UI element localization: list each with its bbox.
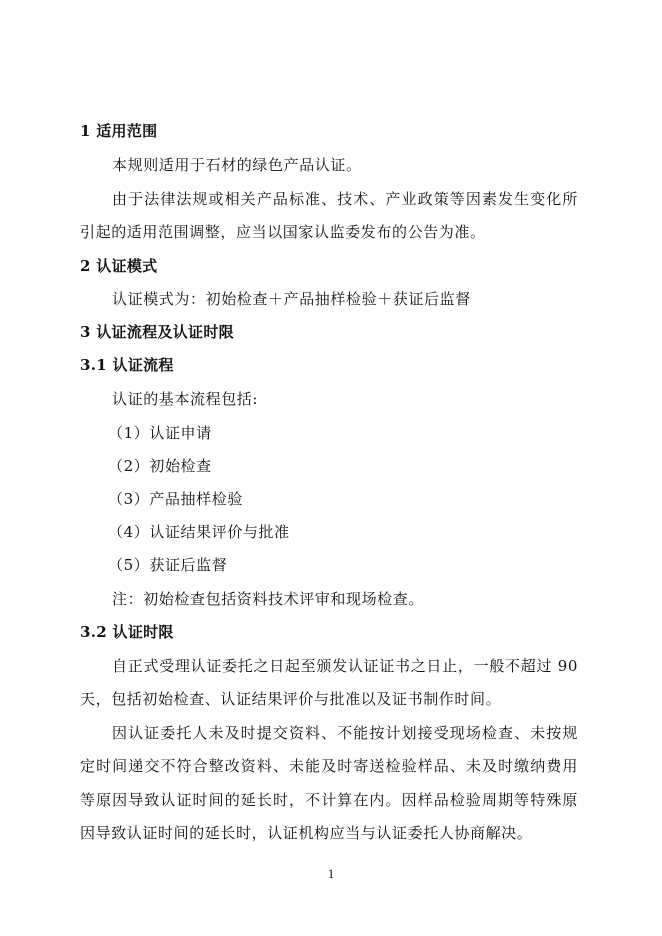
section-2-heading: 2 认证模式 — [80, 257, 158, 275]
section-3-2-paragraph-1-line-1: 自正式受理认证委托之日起至颁发认证证书之日止，一般不超过 90 — [112, 657, 578, 675]
step-item: （5）获证后监督 — [108, 556, 228, 574]
page-number: 1 — [327, 866, 335, 881]
section-3-2-paragraph-2-line-3: 等原因导致认证时间的延长时，不计算在内。因样品检验周期等特殊原 — [80, 791, 578, 809]
section-3-2-paragraph-2-line-2: 定时间递交不符合整改资料、未能及时寄送检验样品、未及时缴纳费用 — [80, 757, 578, 775]
section-3-heading: 3 认证流程及认证时限 — [80, 323, 234, 341]
section-3-1-intro: 认证的基本流程包括: — [112, 390, 259, 408]
section-3-2-paragraph-2-line-1: 因认证委托人未及时提交资料、不能按计划接受现场检查、未按规 — [112, 724, 578, 742]
section-1-heading: 1 适用范围 — [80, 122, 158, 140]
section-1-paragraph-2-line-2: 引起的适用范围调整，应当以国家认监委发布的公告为准。 — [80, 223, 486, 241]
step-item: （4）认证结果评价与批准 — [108, 523, 290, 541]
step-item: （2）初始检查 — [108, 457, 212, 475]
section-1-paragraph-2-line-1: 由于法律法规或相关产品标准、技术、产业政策等因素发生变化所 — [112, 190, 578, 208]
section-2-paragraph-1: 认证模式为：初始检查＋产品抽样检验＋获证后监督 — [112, 290, 471, 308]
section-3-1-heading: 3.1 认证流程 — [80, 356, 174, 374]
section-3-2-paragraph-2-line-4: 因导致认证时间的延长时，认证机构应当与认证委托人协商解决。 — [80, 824, 533, 842]
section-3-1-note: 注：初始检查包括资料技术评审和现场检查。 — [112, 590, 425, 608]
step-item: （1）认证申请 — [108, 424, 212, 442]
section-3-2-paragraph-1-line-2: 天，包括初始检查、认证结果评价与批准以及证书制作时间。 — [80, 690, 502, 708]
section-1-paragraph-1: 本规则适用于石材的绿色产品认证。 — [112, 156, 362, 174]
section-3-2-heading: 3.2 认证时限 — [80, 623, 174, 641]
step-item: （3）产品抽样检验 — [108, 490, 243, 508]
